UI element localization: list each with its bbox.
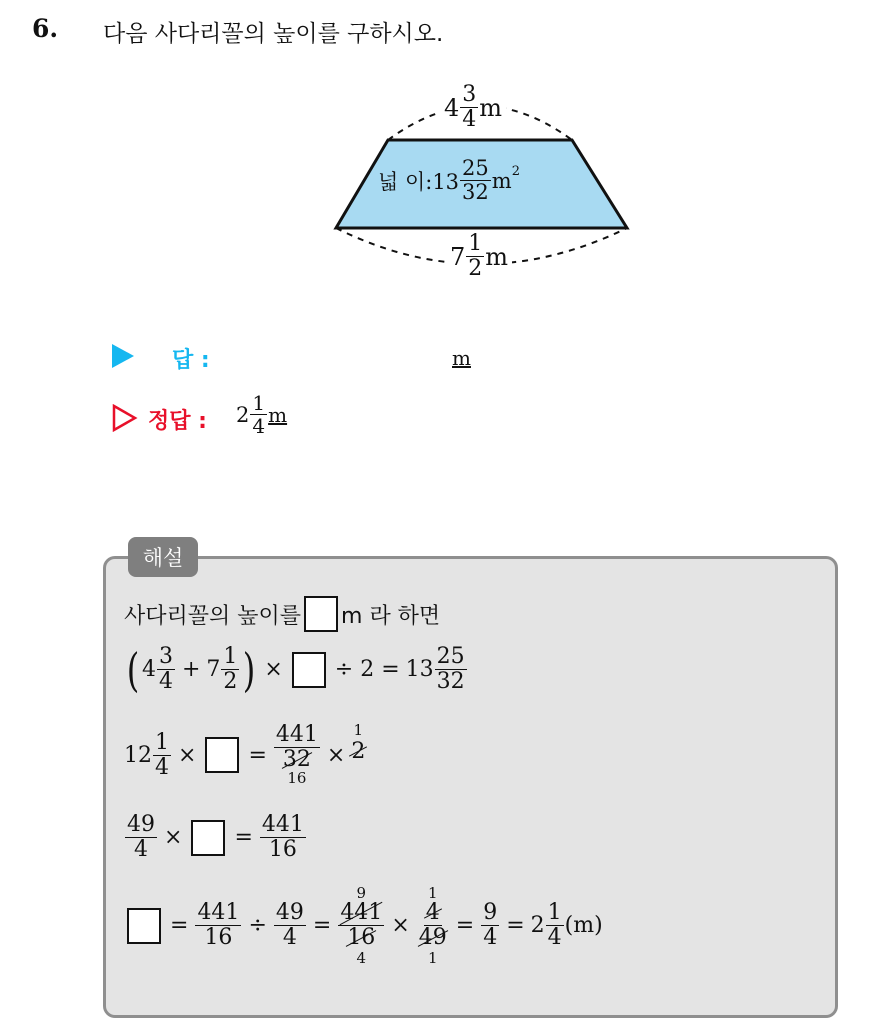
solution-tag: 해설: [128, 537, 198, 577]
correct-answer-value: 2 $\frac{1}{4}$ m: [236, 391, 288, 438]
area-label: 넓 이:13 $\frac{25}{32}$ m $^2$: [378, 156, 520, 204]
question-number: 6.: [32, 14, 59, 43]
correct-arrow-icon: [112, 404, 138, 432]
trapezoid-figure: [0, 0, 884, 300]
solution-line-4: $\frac{49}{4}$ × = $\frac{441}{16}$: [127, 812, 304, 862]
unknown-box: [292, 652, 326, 688]
solution-line-3: 12 $\frac{1}{4}$ × = 441 32 16 × 1 2: [124, 720, 366, 787]
unknown-box: [191, 820, 225, 856]
bottom-base-label: 7 $\frac{1}{2}$ m: [446, 233, 512, 280]
answer-label: 답 :: [172, 348, 210, 373]
question-text: 다음 사다리꼴의 높이를 구하시오.: [103, 21, 444, 47]
solution-line-1: 사다리꼴의 높이를 m 라 하면: [124, 596, 440, 632]
correct-answer-label: 정답 :: [148, 409, 207, 434]
unknown-box: [127, 908, 161, 944]
answer-unit: m: [452, 346, 471, 370]
solution-line-5: = $\frac{441}{16}$ ÷ $\frac{49}{4}$ = 9 $\frac{441}{16}$ 4 × 1 $\frac{4}{49}$ 1 = $\frac{9}{4}$ = 2 $\frac{1}{4}$ (m): [124, 884, 603, 967]
unknown-box: [304, 596, 338, 632]
top-base-label: 4 $\frac{3}{4}$ m: [440, 84, 506, 131]
unknown-box: [205, 737, 239, 773]
answer-input[interactable]: [452, 346, 572, 374]
solution-line-2: ( 4 $\frac{3}{4}$ + 7 $\frac{1}{2}$ ) × ÷ 2 = 13 $\frac{25}{32}$: [126, 642, 465, 697]
answer-arrow-icon: [112, 344, 134, 368]
